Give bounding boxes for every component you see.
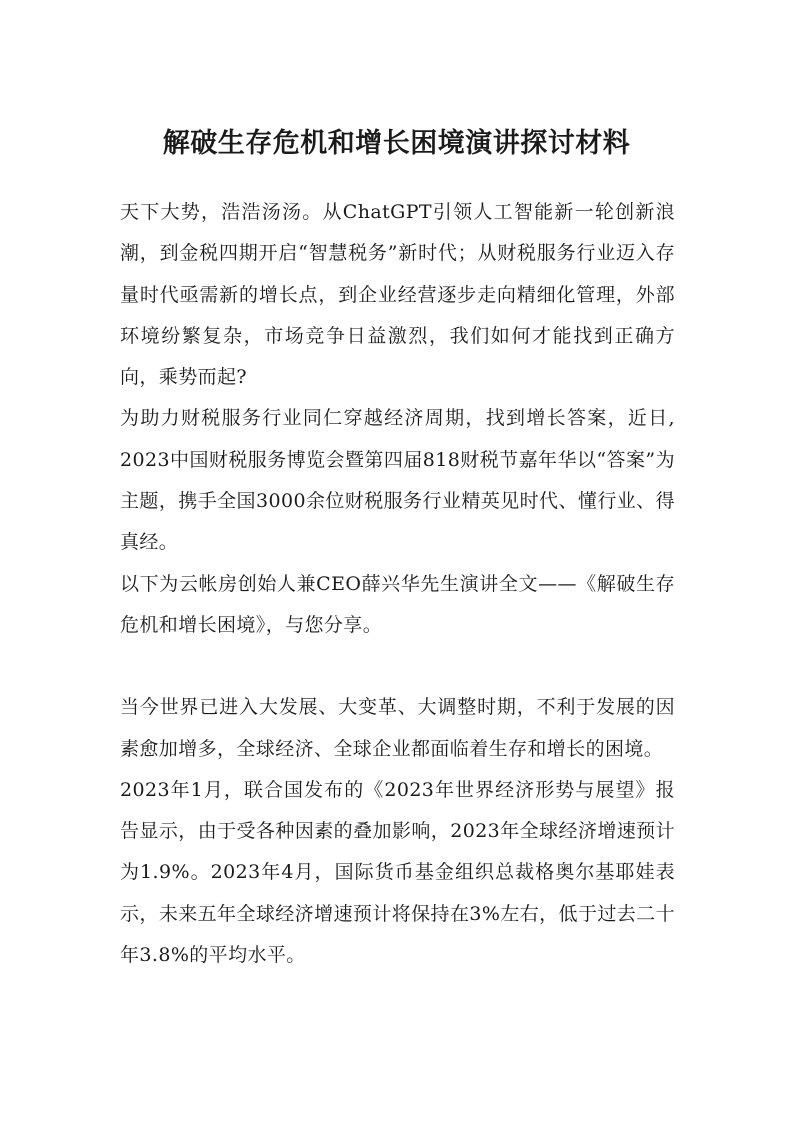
document-body [120, 192, 675, 976]
paragraph-intro: 天下大势，浩浩汤汤。从ChatGPT引领人工智能新一轮创新浪潮，到金税四期开启“智慧税务”新时代；从财税服务行业迈入存量时代亟需新的增长点，到企业经营逐步走向精细化管理，外部环境纷繁复杂，市场竞争日益激烈，我们如何才能找到正确方向，乘势而起? [120, 201, 675, 389]
paragraph-spacer [120, 646, 675, 687]
paragraph-speech-intro: 以下为云帐房创始人兼CEO薛兴华先生演讲全文——《解破生存危机和增长困境》，与您分享。 [120, 572, 675, 636]
document-title: 解破生存危机和增长困境演讲探讨材料 [162, 128, 631, 159]
paragraph-world-situation: 当今世界已进入大发展、大变革、大调整时期，不利于发展的因素愈加增多，全球经济、全球企业都面临着生存和增长的困境。 [120, 696, 675, 760]
paragraph-economic-outlook: 2023年1月，联合国发布的《2023年世界经济形势与展望》报告显示，由于受各种因素的叠加影响，2023年全球经济增速预计为1.9%。2023年4月，国际货币基金组织总裁格奥尔基耶娃表示，未来五年全球经济增速预计将保持在3%左右，低于过去二十年3.8%的平均水平。 [120, 778, 675, 967]
paragraph-event: 为助力财税服务行业同仁穿越经济周期，找到增长答案，近日, 2023中国财税服务博览会暨第四届818财税节嘉年华以“答案”为主题，携手全国3000余位财税服务行业精英见时代、懂行业、得真经。 [120, 407, 675, 554]
